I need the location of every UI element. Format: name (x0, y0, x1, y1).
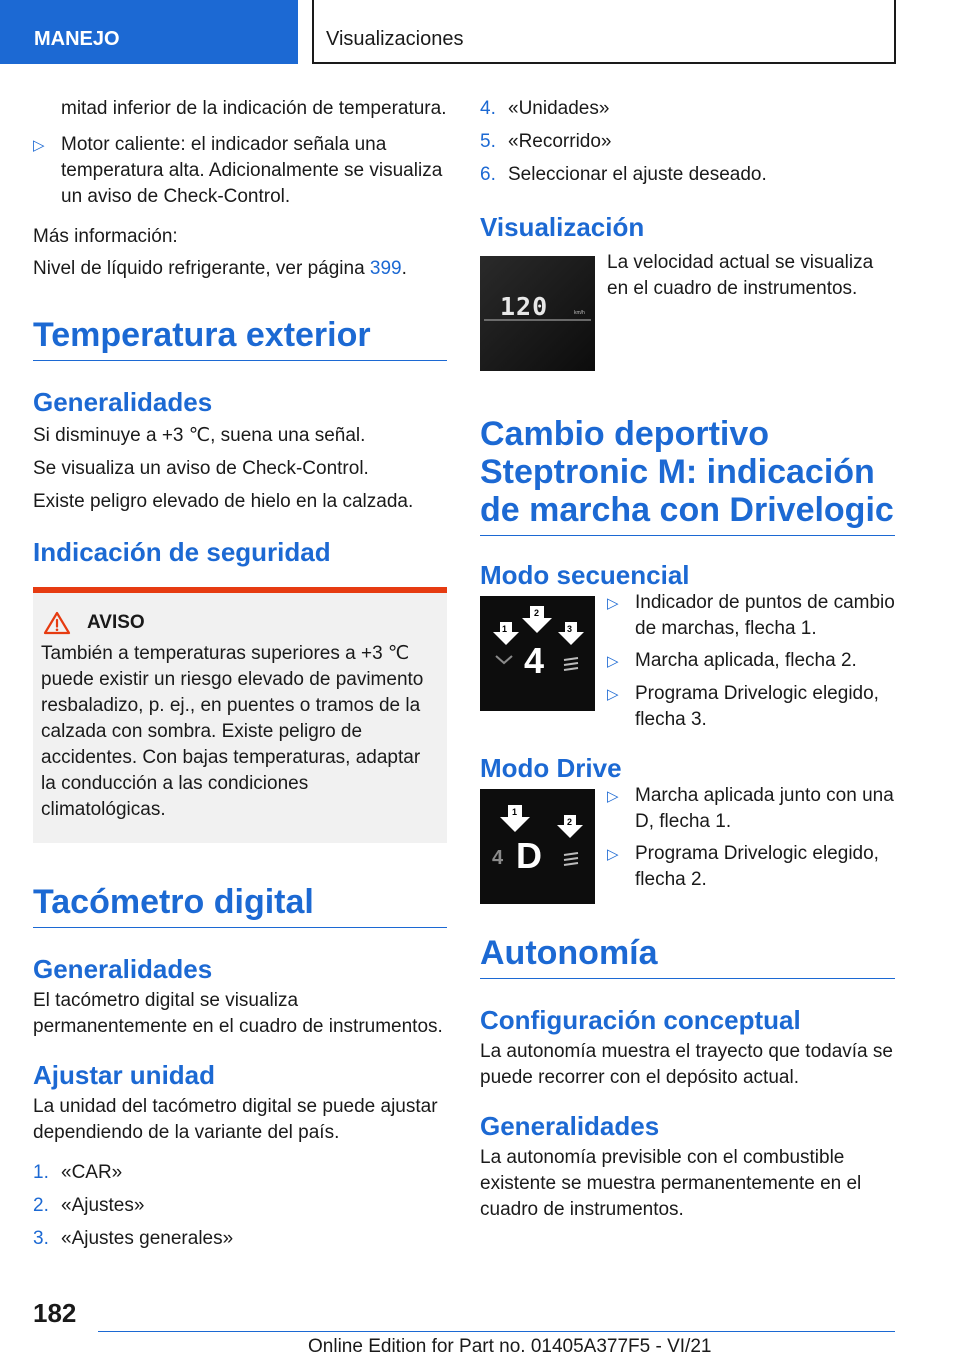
heading-display: Visualización (480, 212, 645, 242)
bullet-triangle-icon: ▷ (607, 686, 619, 703)
bullet-triangle-icon: ▷ (33, 137, 45, 154)
bullet-triangle-icon: ▷ (607, 595, 619, 612)
left-column (33, 96, 447, 1252)
steps-list-right (480, 96, 895, 188)
display-media (480, 252, 895, 371)
bullet-triangle-icon: ▷ (607, 788, 619, 805)
sequential-mode-image (480, 596, 595, 711)
drive-media (480, 785, 895, 904)
step-number: 5. (480, 131, 496, 152)
chapter-title-label: Visualizaciones (326, 28, 464, 50)
steps-list-left (33, 1160, 447, 1252)
drive-gear-small: 4 (492, 847, 504, 869)
step-number: 1. (33, 1162, 49, 1183)
bullet-text: Marcha aplicada junto con una D, flecha 1. (635, 785, 894, 832)
heading-concept: Configuración conceptual (480, 1005, 801, 1035)
bullet-triangle-icon: ▷ (607, 653, 619, 670)
range-paragraph: La autonomía previsible con el combustible existente se muestra permanentemente en el cuadro de instrumentos. (480, 1147, 862, 1220)
warning-box (33, 587, 447, 843)
reference-text: Nivel de líquido refrigerante, ver página (33, 258, 370, 279)
step-item (33, 1160, 447, 1186)
arrow-label-1: 1 (502, 624, 508, 634)
more-info-label: Más información: (33, 226, 178, 247)
step-item (480, 162, 895, 188)
drive-bullets (595, 783, 895, 904)
warning-label: AVISO (87, 612, 145, 633)
step-number: 6. (480, 164, 496, 185)
step-text: «CAR» (61, 1162, 123, 1183)
heading-gear-indicator: Cambio deportivo Steptronic M: indicación de marcha con Drivelogic (480, 415, 895, 536)
step-text: Seleccionar el ajuste deseado. (508, 164, 767, 185)
step-text: «Ajustes generales» (61, 1228, 234, 1249)
temp-paragraph-3: Existe peligro elevado de hielo en la calzada. (33, 491, 414, 512)
step-text: «Unidades» (508, 98, 610, 119)
heading-general-1: Generalidades (33, 387, 213, 417)
step-item (480, 96, 895, 122)
warning-text: También a temperaturas superiores a +3 ℃ puede existir un riesgo elevado de pavimento resbaladizo, p. ej., en puentes o tramos de la calzada con sombra. Existe peligro de accidentes. Con bajas temperaturas, adaptar la conducción a las condiciones climatológicas. (41, 643, 424, 820)
bullet-text: Motor caliente: el indicador señala una temperatura alta. Adicionalmente se visualiza un aviso de Check-Control. (61, 134, 443, 207)
bullet-text: Indicador de puntos de cambio de marchas, flecha 1. (635, 592, 895, 639)
heading-general-3: Generalidades (480, 1111, 660, 1141)
continued-bullet-text: mitad inferior de la indicación de temperatura. (61, 98, 447, 119)
display-description (595, 252, 895, 371)
unit-paragraph: La unidad del tacómetro digital se puede ajustar dependiendo de la variante del país. (33, 1096, 438, 1143)
page-number: 182 (33, 1298, 77, 1328)
step-number: 2. (33, 1195, 49, 1216)
warning-header (43, 611, 435, 635)
reference-line (33, 256, 447, 282)
chapter-title (312, 0, 896, 64)
edition-text: Online Edition for Part no. 01405A377F5 - VI/21 (308, 1336, 712, 1357)
heading-safety-note: Indicación de seguridad (33, 537, 331, 567)
temp-paragraph-2: Se visualiza un aviso de Check-Control. (33, 458, 369, 479)
heading-general-2: Generalidades (33, 954, 213, 984)
heading-range: Autonomía (480, 934, 895, 979)
step-text: «Recorrido» (508, 131, 612, 152)
concept-paragraph: La autonomía muestra el trayecto que todavía se puede recorrer con el depósito actual. (480, 1041, 893, 1088)
display-text: La velocidad actual se visualiza en el cuadro de instrumentos. (607, 252, 874, 299)
bullet-item (607, 783, 895, 835)
arrow-label-1: 1 (512, 807, 518, 817)
bullet-triangle-icon: ▷ (607, 846, 619, 863)
sequential-media (480, 592, 895, 733)
step-text: «Ajustes» (61, 1195, 145, 1216)
bullet-item (607, 681, 895, 733)
temp-paragraph-1: Si disminuye a +3 ℃, suena una señal. (33, 425, 366, 446)
drive-gear: D (516, 835, 542, 876)
speed-display-image (480, 256, 595, 371)
heading-outside-temperature: Temperatura exterior (33, 316, 447, 361)
right-column (480, 96, 895, 1223)
sequential-bullets (595, 590, 895, 733)
sequential-gear: 4 (524, 640, 545, 681)
heading-set-unit: Ajustar unidad (33, 1060, 216, 1090)
page-link[interactable]: 399 (369, 258, 402, 279)
bullet-text: Programa Drivelogic elegido, flecha 2. (635, 843, 879, 890)
arrow-label-3: 3 (567, 624, 573, 634)
heading-drive-mode: Modo Drive (480, 753, 622, 783)
step-item (33, 1193, 447, 1219)
speed-value: 120 (500, 292, 549, 321)
section-tab (0, 0, 298, 64)
speed-unit: km/h (574, 310, 585, 316)
bullet-text: Marcha aplicada, flecha 2. (635, 650, 857, 671)
step-item (480, 129, 895, 155)
step-number: 4. (480, 98, 496, 119)
heading-digital-speedometer: Tacómetro digital (33, 883, 447, 928)
bullet-text: Programa Drivelogic elegido, flecha 3. (635, 683, 879, 730)
step-item (33, 1226, 447, 1252)
bullet-item (607, 841, 895, 893)
arrow-label-2: 2 (567, 817, 573, 827)
reference-end: . (401, 258, 407, 279)
section-label: MANEJO (34, 28, 120, 50)
arrow-label-2: 2 (534, 608, 540, 618)
speedometer-paragraph: El tacómetro digital se visualiza permanentemente en el cuadro de instrumentos. (33, 990, 443, 1037)
drive-mode-image (480, 789, 595, 904)
bullet-item (607, 590, 895, 642)
bullet-item (33, 132, 447, 210)
footer-divider (98, 1331, 895, 1332)
step-number: 3. (33, 1228, 49, 1249)
heading-sequential-mode: Modo secuencial (480, 560, 690, 590)
bullet-item (607, 648, 895, 675)
warning-triangle-icon (43, 611, 71, 635)
